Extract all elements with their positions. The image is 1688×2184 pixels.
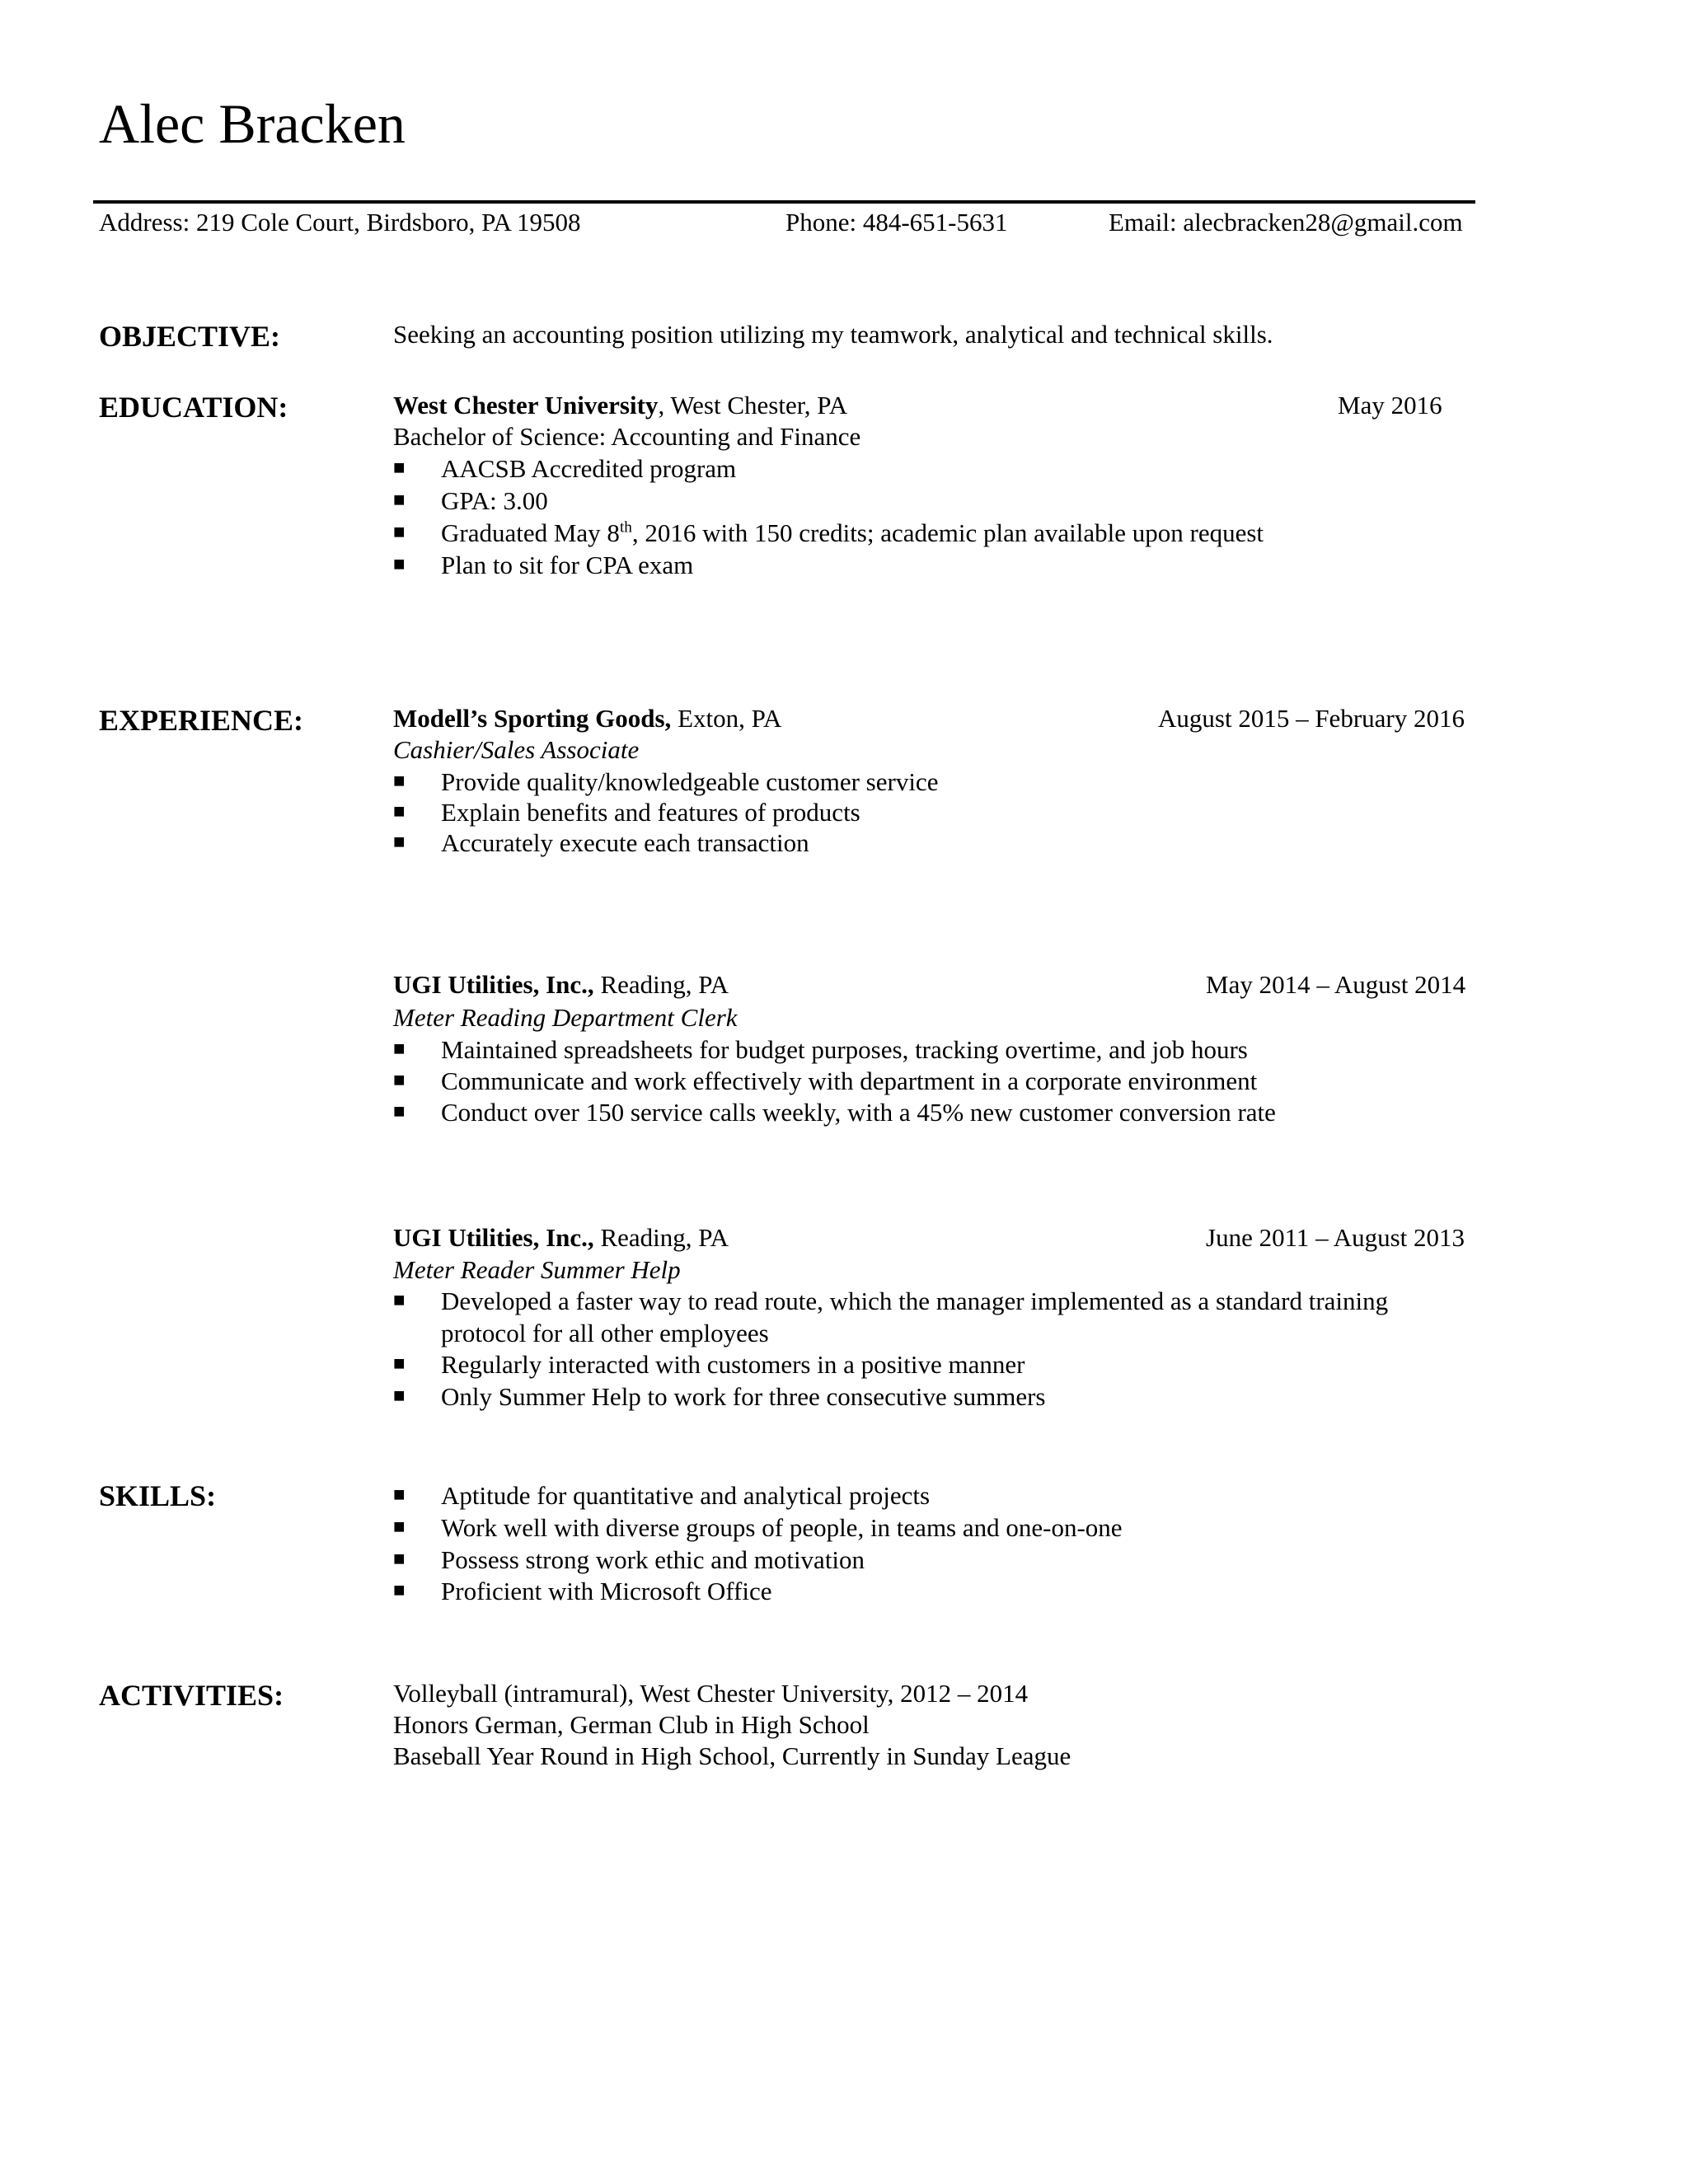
job-company-line [393, 968, 729, 1001]
bullet-marker: ■ [393, 832, 406, 853]
activity-item: Honors German, German Club in High School [393, 1710, 870, 1739]
education-date: May 2016 [1338, 391, 1442, 419]
job-location: Exton, PA [671, 704, 782, 733]
graduation-text-post: , 2016 with 150 credits; academic plan available upon request [631, 518, 1264, 547]
job-title: Meter Reader Summer Help [393, 1255, 681, 1284]
activity-item: Volleyball (intramural), West Chester University, 2012 – 2014 [393, 1679, 1029, 1708]
education-bullet: AACSB Accredited program [441, 454, 737, 483]
objective-text: Seeking an accounting position utilizing my teamwork, analytical and technical skills. [393, 320, 1273, 349]
skill-item: Proficient with Microsoft Office [441, 1577, 772, 1605]
graduation-text-sup: th [619, 518, 632, 537]
education-bullet: GPA: 3.00 [441, 486, 548, 515]
job-bullet: Accurately execute each transaction [441, 828, 809, 857]
education-bullet-graduation [441, 517, 1264, 549]
job-location: Reading, PA [593, 1223, 729, 1252]
activity-item: Baseball Year Round in High School, Currently in Sunday League [393, 1741, 1071, 1770]
skill-item: Work well with diverse groups of people, in teams and one-on-one [441, 1513, 1123, 1542]
bullet-marker: ■ [393, 554, 406, 575]
job-company-line [393, 702, 781, 734]
job-dates: August 2015 – February 2016 [1158, 704, 1465, 733]
job-bullet: Regularly interacted with customers in a positive manner [441, 1350, 1025, 1379]
job-location: Reading, PA [593, 970, 729, 999]
bullet-marker: ■ [393, 1101, 406, 1122]
skills-heading: SKILLS: [99, 1479, 217, 1512]
experience-heading: EXPERIENCE: [99, 704, 304, 737]
graduation-text-pre: Graduated May 8 [441, 518, 620, 547]
job-bullet: Only Summer Help to work for three consecutive summers [441, 1382, 1046, 1411]
bullet-marker: ■ [393, 1580, 406, 1601]
education-school-line [393, 389, 847, 421]
bullet-marker: ■ [393, 490, 406, 511]
education-school: West Chester University [393, 391, 659, 419]
bullet-marker: ■ [393, 1549, 406, 1570]
job-bullet: Developed a faster way to read route, which the manager implemented as a standard training [441, 1286, 1389, 1315]
job-company: UGI Utilities, Inc., [393, 970, 594, 999]
skill-item: Possess strong work ethic and motivation [441, 1545, 865, 1574]
bullet-marker: ■ [393, 1290, 406, 1311]
job-bullet-continuation: protocol for all other employees [441, 1319, 769, 1347]
education-bullet: Plan to sit for CPA exam [441, 551, 694, 579]
job-company: Modell’s Sporting Goods, [393, 704, 672, 733]
header-divider [93, 200, 1475, 204]
bullet-marker: ■ [393, 1070, 406, 1091]
bullet-marker: ■ [393, 801, 406, 823]
job-title: Meter Reading Department Clerk [393, 1003, 738, 1032]
contact-address: Address: 219 Cole Court, Birdsboro, PA 19508 [99, 208, 581, 237]
bullet-marker: ■ [393, 1038, 406, 1060]
education-location: , West Chester, PA [658, 391, 848, 419]
contact-email: Email: alecbracken28@gmail.com [1109, 208, 1463, 237]
activities-heading: ACTIVITIES: [99, 1679, 284, 1712]
job-bullet: Provide quality/knowledgeable customer service [441, 767, 939, 796]
job-bullet: Communicate and work effectively with department in a corporate environment [441, 1066, 1258, 1095]
job-bullet: Maintained spreadsheets for budget purposes, tracking overtime, and job hours [441, 1035, 1248, 1064]
job-title: Cashier/Sales Associate [393, 735, 640, 764]
bullet-marker: ■ [393, 1516, 406, 1538]
bullet-marker: ■ [393, 771, 406, 792]
bullet-marker: ■ [393, 1484, 406, 1506]
job-dates: May 2014 – August 2014 [1206, 970, 1466, 999]
bullet-marker: ■ [393, 457, 406, 479]
job-company: UGI Utilities, Inc., [393, 1223, 594, 1252]
job-bullet: Explain benefits and features of products [441, 798, 860, 827]
job-bullet: Conduct over 150 service calls weekly, with a 45% new customer conversion rate [441, 1098, 1276, 1127]
education-degree: Bachelor of Science: Accounting and Finance [393, 422, 861, 451]
job-company-line [393, 1221, 729, 1254]
resume-name: Alec Bracken [99, 92, 406, 155]
bullet-marker: ■ [393, 1353, 406, 1375]
bullet-marker: ■ [393, 522, 406, 543]
job-dates: June 2011 – August 2013 [1206, 1223, 1465, 1252]
education-heading: EDUCATION: [99, 391, 288, 424]
objective-heading: OBJECTIVE: [99, 320, 281, 353]
contact-phone: Phone: 484-651-5631 [785, 208, 1008, 237]
skill-item: Aptitude for quantitative and analytical projects [441, 1481, 931, 1510]
bullet-marker: ■ [393, 1385, 406, 1407]
